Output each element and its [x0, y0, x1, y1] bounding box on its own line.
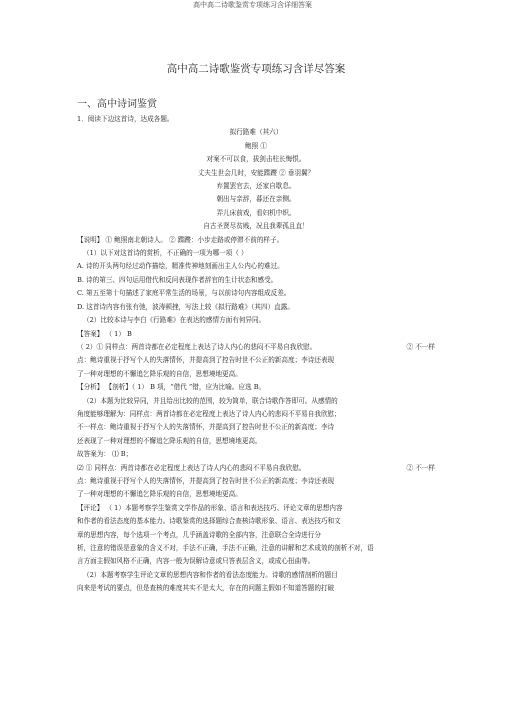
- answer-2-line: 点：鲍诗重视于抒写个人的失落情怀，并提高到了控告时世不公正的新高度；李诗还表现: [77, 356, 335, 365]
- answer-2-line: [77, 341, 435, 354]
- answer-2b-left: ⑵ ① 同样点：两首诗都在必定程度上表达了诗人内心的悲闷不平易自我欣慰。: [77, 463, 306, 472]
- answer-2-right: ② 不一样: [406, 342, 435, 351]
- answer-2b-line: 了一种对理想的不懈追乞降乐观的自信，思想境地更高。: [77, 490, 242, 499]
- answer-2b-line: 点：鲍诗重视于抒写个人的失落情怀，并提高到了控告时世不公正的新高度；李诗还表现: [77, 476, 335, 485]
- poem: [77, 126, 435, 233]
- review-paragraph-2: 向来是考试的要点，但是查核的难度其实不是太大，存在的问题主假如不知道答题的打破: [77, 584, 335, 593]
- question-1-prompt: 1．阅读下边这首诗，达成各题。: [77, 115, 174, 123]
- poem-line: 对案不可以食，拔剑击柱长悔恨。: [206, 155, 306, 164]
- poem-line: 自古圣贤尽贫贱，况且我辈孤且直！: [203, 222, 309, 231]
- option-c: C. 第五至第十句描述了家庭平常生活的场景，与以前诗句内容组成反差。: [77, 289, 291, 298]
- option-b: B. 诗的第三、四句运用借代和反问表现作者辞官的生计状态和感受。: [77, 275, 278, 284]
- document-body: [77, 62, 435, 596]
- subquestion-1: （1）以下对这首诗的赏析，不正确的一项为哪一项（ ）: [83, 249, 248, 258]
- review-paragraph-2: （2）本题考察学生评论文章的思想内容和作者的看法态度能力。诗歌的感情剖析的题目: [83, 570, 338, 579]
- review-paragraph: 言方面主假如风格不正确，内容一般为误解诗意或只答表层含义，或成心扭曲等。: [77, 557, 315, 566]
- option-d: D. 这首诗内容有张有弛，波涛顿挫，写法上较《拟行路难》（其四）直露。: [77, 302, 294, 311]
- final-answer-label: 故答案为： ⑴ B；: [77, 450, 133, 459]
- analysis-paragraph: 角度能够理解为：同样点：两首诗都在必定程度上表达了诗人内心的悲闷不平易自我欣慰；: [77, 409, 341, 418]
- poem-line: 丈夫生世会几时，安能蹀躞 ② 垂羽翼？: [197, 168, 315, 177]
- answer-2-line: 了一种对理想的不懈追乞降乐观的自信，思想境地更高。: [77, 369, 242, 378]
- review-paragraph: 析，注意的错误是意象的含义不对，手法不正确，手法不正确，注意的讲解和艺术成效的剖析不对，语: [77, 544, 374, 552]
- answer-2b-line: [77, 462, 435, 475]
- review-paragraph: 和作者的看法态度的基本能力。诗歌鉴赏的选择题综合查核诗歌形象、语言、表达技巧和文: [77, 517, 341, 526]
- poem-line: 朝出与亲辞，暮还在亲侧。: [216, 195, 296, 204]
- answer-label: 【答案】 （ 1） B: [77, 329, 132, 338]
- document-title: 高中高二诗歌鉴赏专项练习含详尽答案: [166, 63, 346, 75]
- poem-line: 弄儿床前戏，看妇机中织。: [216, 208, 296, 217]
- analysis-line: 【分析】 【剖析】（ 1） B 项，“借代 ”错，应为比喻。应选 B。: [77, 383, 266, 392]
- poem-title: 拟行路难（其六）: [229, 128, 283, 137]
- answer-2-left: （ 2）① 同样点：两首诗都在必定程度上表达了诗人内心的悲闷不平易自我欣慰。: [77, 342, 317, 351]
- review-paragraph: 【评论】 （ 1）本题考察学生鉴赏文学作品的形象、语言和表达技巧、评论文章的思想内容: [77, 503, 343, 512]
- analysis-paragraph: 还表现了一种对理想的不懈追乞降乐观的自信，思想境地更高。: [77, 436, 262, 445]
- analysis-paragraph: 不一样点：鲍诗重视于抒写个人的失落情怀，并提高到了控告时世不公正的新高度；李诗: [77, 423, 335, 432]
- option-a: A. 诗的开头两句经过动作描绘，精准传神地刻画出主人公内心的难过。: [77, 262, 284, 271]
- poem-author: 鲍照 ①: [245, 141, 267, 150]
- review-paragraph: 章的思想内容，每个选项一个考点，几乎涵盖诗歌的全部内容，注意联合全诗进行分: [77, 530, 321, 539]
- answer-2b-right: ② 不一样: [406, 463, 435, 472]
- running-header: 高中高二诗歌鉴赏专项练习含详细答案: [193, 1, 312, 9]
- poem-note: 【说明】 ① 鲍照南北朝诗人。 ② 蹀躞：小步走路或停滞不前的样子。: [77, 235, 284, 244]
- analysis-paragraph: （2）本题为比较异同，并且给出比较的范围，较为简单，联合诗歌作答即可。从感情的: [83, 396, 338, 405]
- subquestion-2: （2）比较本诗与李白《行路难》在表达的感情方面有何异同。: [83, 316, 266, 325]
- poem-line: 弃置罢官去，还家自歇息。: [216, 182, 296, 191]
- section-heading: 一、高中诗词鉴赏: [77, 99, 157, 110]
